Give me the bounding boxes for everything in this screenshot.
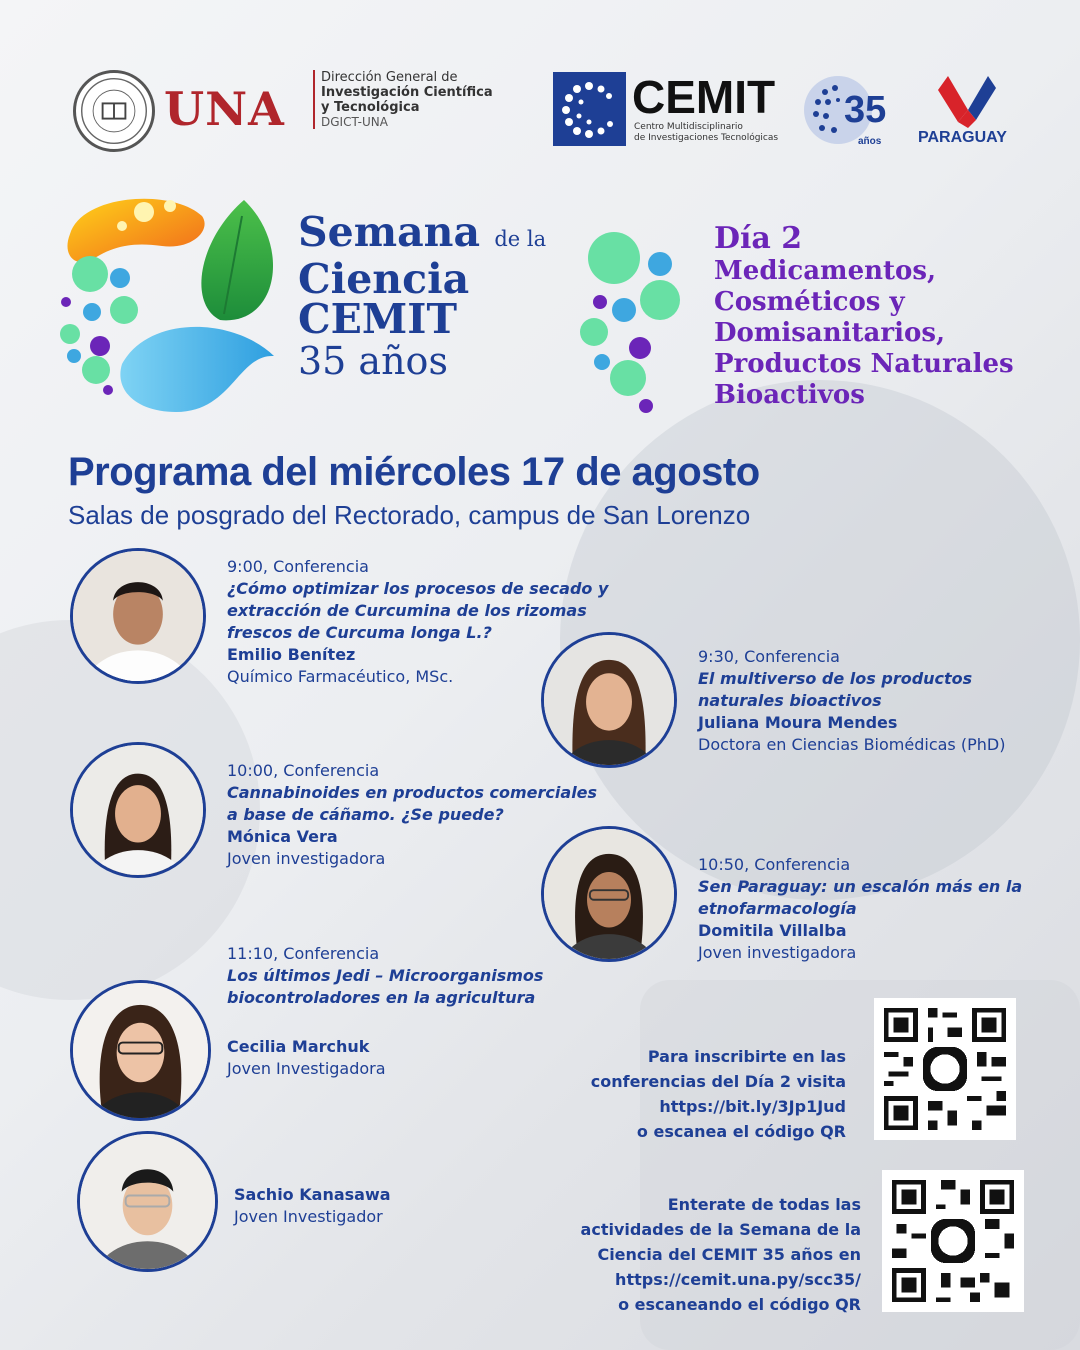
day-topic-line: Productos Naturales [714, 349, 1014, 379]
speaker-name: Juliana Moura Mendes [698, 713, 898, 732]
talk-cecilia [227, 943, 543, 1080]
una-logo-text: UNA [164, 82, 285, 136]
speaker-photo-sachio [77, 1131, 218, 1272]
dgict-line: Investigación Científica [321, 85, 493, 100]
day-bubbles-graphic [576, 230, 686, 415]
day-label: Día 2 [714, 221, 803, 256]
day-topic-line: Bioactivos [714, 380, 865, 410]
speaker-photo-monica [70, 742, 206, 878]
talk-title: frescos de Curcuma longa L.? [227, 623, 492, 642]
speaker-name: Mónica Vera [227, 827, 338, 846]
de-la-word: de la [494, 227, 547, 251]
speaker-photo-emilio [70, 548, 206, 684]
day-topic-line: Domisanitarios, [714, 318, 946, 348]
cemit-logo-text: CEMIT [632, 71, 776, 123]
35-anos-number: 35 [844, 89, 887, 131]
registration-info [591, 1044, 846, 1144]
day-topic-line: Cosméticos y [714, 287, 905, 317]
speaker-role: Joven investigadora [698, 943, 857, 962]
talk-time: 10:50, Conferencia [698, 855, 851, 874]
semana-ciencia-graphic [52, 186, 284, 416]
all-activities-line: o escaneando el código QR [618, 1295, 861, 1314]
talk-time: 9:30, Conferencia [698, 647, 840, 666]
anos-word: 35 años [298, 339, 448, 383]
talk-time: 9:00, Conferencia [227, 557, 369, 576]
semana-ciencia-title [298, 208, 547, 383]
35-anos-logo [800, 70, 892, 150]
talk-emilio [227, 556, 608, 688]
paraguay-logo-text: PARAGUAY [918, 129, 1007, 146]
35-anos-word: años [858, 136, 882, 147]
registration-day: Día 2 [744, 1072, 792, 1091]
day-topic-line: Medicamentos, [714, 256, 937, 286]
talk-title: Cannabinoides en productos comerciales [227, 783, 598, 802]
registration-line: o escanea el código QR [636, 1122, 846, 1141]
dgict-line: Dirección General de [321, 70, 458, 85]
talk-juliana [698, 646, 1005, 756]
speaker-name: Emilio Benítez [227, 645, 356, 664]
all-activities-line: actividades de la Semana de la [580, 1220, 861, 1239]
dgict-logo [313, 70, 493, 129]
speaker-role: Joven investigadora [227, 849, 386, 868]
registration-text: conferencias del [590, 1072, 745, 1091]
talk-monica [227, 760, 597, 870]
talk-title: El multiverso de los productos [698, 669, 973, 688]
talk-title: ¿Cómo optimizar los procesos de secado y [227, 579, 609, 598]
day-title [714, 222, 1014, 411]
speaker-photo-cecilia [70, 980, 211, 1121]
semana-word: Semana [298, 208, 481, 256]
talk-time: 11:10, Conferencia [227, 944, 380, 963]
una-seal-logo [73, 70, 155, 152]
registration-text: visita [791, 1072, 846, 1091]
speaker-name: Sachio Kanasawa [234, 1185, 391, 1204]
speaker-name: Domitila Villalba [698, 921, 847, 940]
speaker-role: Doctora en Ciencias Biomédicas (PhD) [698, 735, 1006, 754]
all-activities-link[interactable]: https://cemit.una.py/scc35/ [615, 1270, 861, 1289]
speaker-name: Cecilia Marchuk [227, 1037, 370, 1056]
cemit-word: CEMIT [298, 295, 457, 343]
talk-time: 10:00, Conferencia [227, 761, 380, 780]
program-title: Programa del miércoles 17 de agosto [68, 450, 760, 494]
talk-title: Sen Paraguay: un escalón más en la [698, 877, 1023, 896]
registration-qr-code[interactable] [874, 998, 1016, 1140]
talk-title: Los últimos Jedi – Microorganismos [227, 966, 544, 985]
talk-sachio [234, 1184, 391, 1228]
cemit-logo-subtitle [634, 122, 778, 144]
dgict-line: y Tecnológica [321, 100, 420, 115]
registration-line [591, 1069, 846, 1094]
cemit-sub-line: Centro Multidisciplinario [634, 122, 743, 132]
all-activities-line: Enterate de todas las [667, 1195, 861, 1214]
program-subtitle: Salas de posgrado del Rectorado, campus de San Lorenzo [68, 500, 751, 530]
talk-title: biocontroladores en la agricultura [227, 988, 536, 1007]
speaker-role: Químico Farmacéutico, MSc. [227, 667, 454, 686]
talk-title: extracción de Curcumina de los rizomas [227, 601, 587, 620]
talk-title: naturales bioactivos [698, 691, 882, 710]
speaker-role: Joven Investigador [234, 1207, 383, 1226]
all-activities-qr-code[interactable] [882, 1170, 1024, 1312]
all-activities-info [581, 1192, 861, 1317]
ciencia-word: Ciencia [298, 255, 470, 303]
cemit-sub-line: de Investigaciones Tecnológicas [634, 133, 779, 143]
speaker-role: Joven Investigadora [227, 1059, 386, 1078]
registration-line: Para inscribirte en las [647, 1047, 846, 1066]
talk-title: a base de cáñamo. ¿Se puede? [227, 805, 504, 824]
talk-domitila [698, 854, 1022, 964]
all-activities-line: Ciencia del CEMIT 35 años en [597, 1245, 861, 1264]
dgict-line: DGICT-UNA [321, 115, 388, 129]
cemit-logo-icon [553, 72, 626, 146]
talk-title: etnofarmacología [698, 899, 857, 918]
registration-link[interactable]: https://bit.ly/3Jp1Jud [659, 1097, 846, 1116]
